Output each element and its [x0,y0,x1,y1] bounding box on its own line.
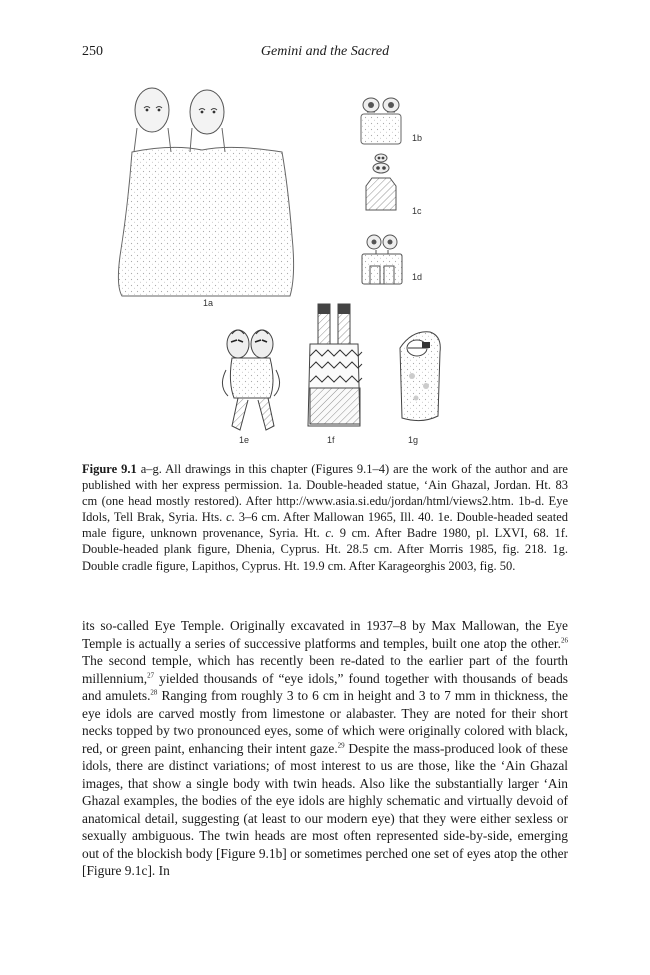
footnote-ref-26[interactable]: 26 [561,636,568,645]
body-text-5: Despite the mass-produced look of these idols, there are distinct variations; of most interest to us are those, like the ‘Ain Ghazal images, that show a single body with twin heads. Also like the substantially larger ‘Ain Ghazal examples, the bodies of the eye idols are highly schematic and virtually devoid of anatomical detail, suggesting (at least to our modern eye) that they were either sexless or sexually ambiguous. The twin heads are most often represented side-by-side, emerging out of the blockish body [Figure 9.1b] or sometimes perched one set of eyes atop the other [Figure 9.1c]. In [82,740,568,878]
figure-label-1b: 1b [412,133,423,143]
body-paragraph [82,617,568,880]
footnote-ref-27[interactable]: 27 [147,671,155,680]
drawing-1a [118,88,293,296]
drawing-1c [366,154,396,210]
caption-text-3: 9 cm. After Badre 1980, pl. LXVI, 68. 1f. Double-headed plank figure, Dhenia, Cyprus. Ht. 28.5 cm. After Morris 1985, fig. 218. 1g. Double cradle figure, Lapithos, Cyprus. Ht. 19.9 cm. After Karageorghis 2003, fig. 50. [82,526,568,573]
drawing-1g [400,332,440,421]
figure-label-1g: 1g [408,435,419,445]
figure-caption [82,461,568,574]
page-number: 250 [82,44,103,59]
caption-circa-2: c. [325,526,335,541]
figure-9-1 [82,86,568,456]
caption-text-1: a–g. All drawings in this chapter (Figures 9.1–4) are the work of the author and are published with her express permission. 1a. Double-headed statue, ‘Ain Ghazal, Jordan. Ht. 83 cm (one head mostly restored). After http://www.asia.si.edu/jordan/html/views2.htm. 1b-d. Eye Idols, Tell Brak, Syria. Hts. [82,462,568,525]
body-text-3: yielded thousands of “eye idols,” found together with thousands of beads and amulets. [82,670,568,703]
footnote-ref-28[interactable]: 28 [150,688,158,697]
drawing-1d [362,235,402,284]
drawing-1b [361,98,401,144]
drawing-1e [222,330,279,430]
body-text-1: its so-called Eye Temple. Originally excavated in 1937–8 by Max Mallowan, the Eye Temple is actually a series of successive platforms and temples, built one atop the other. [82,618,568,651]
body-text-2: The second temple, which has recently been re-dated to the earlier part of the fourth millennium, [82,653,568,686]
figure-label-1c: 1c [412,206,422,216]
caption-label: Figure 9.1 [82,462,137,476]
caption-text-2: 3–6 cm. After Mallowan 1965, Ill. 40. 1e. Double-headed seated male figure, unknown provenance, Syria. Ht. [82,510,568,541]
figure-label-1e: 1e [239,435,250,445]
drawing-1f [308,304,362,426]
caption-circa-1: c. [226,510,235,525]
figure-label-1f: 1f [327,435,335,445]
running-head: Gemini and the Sacred [260,44,390,59]
footnote-ref-29[interactable]: 29 [337,741,345,750]
figure-label-1a: 1a [203,298,214,308]
figure-label-1d: 1d [412,272,423,282]
figure-drawings [82,86,568,456]
body-text-4: Ranging from roughly 3 to 6 cm in height and 3 to 7 mm in thickness, the eye idols are carved mostly from limestone or alabaster. They are noted for their short necks topped by two pronounced eyes, some of which were originally colored with black, red, or green paint, enhancing their intent gaze. [82,688,568,756]
